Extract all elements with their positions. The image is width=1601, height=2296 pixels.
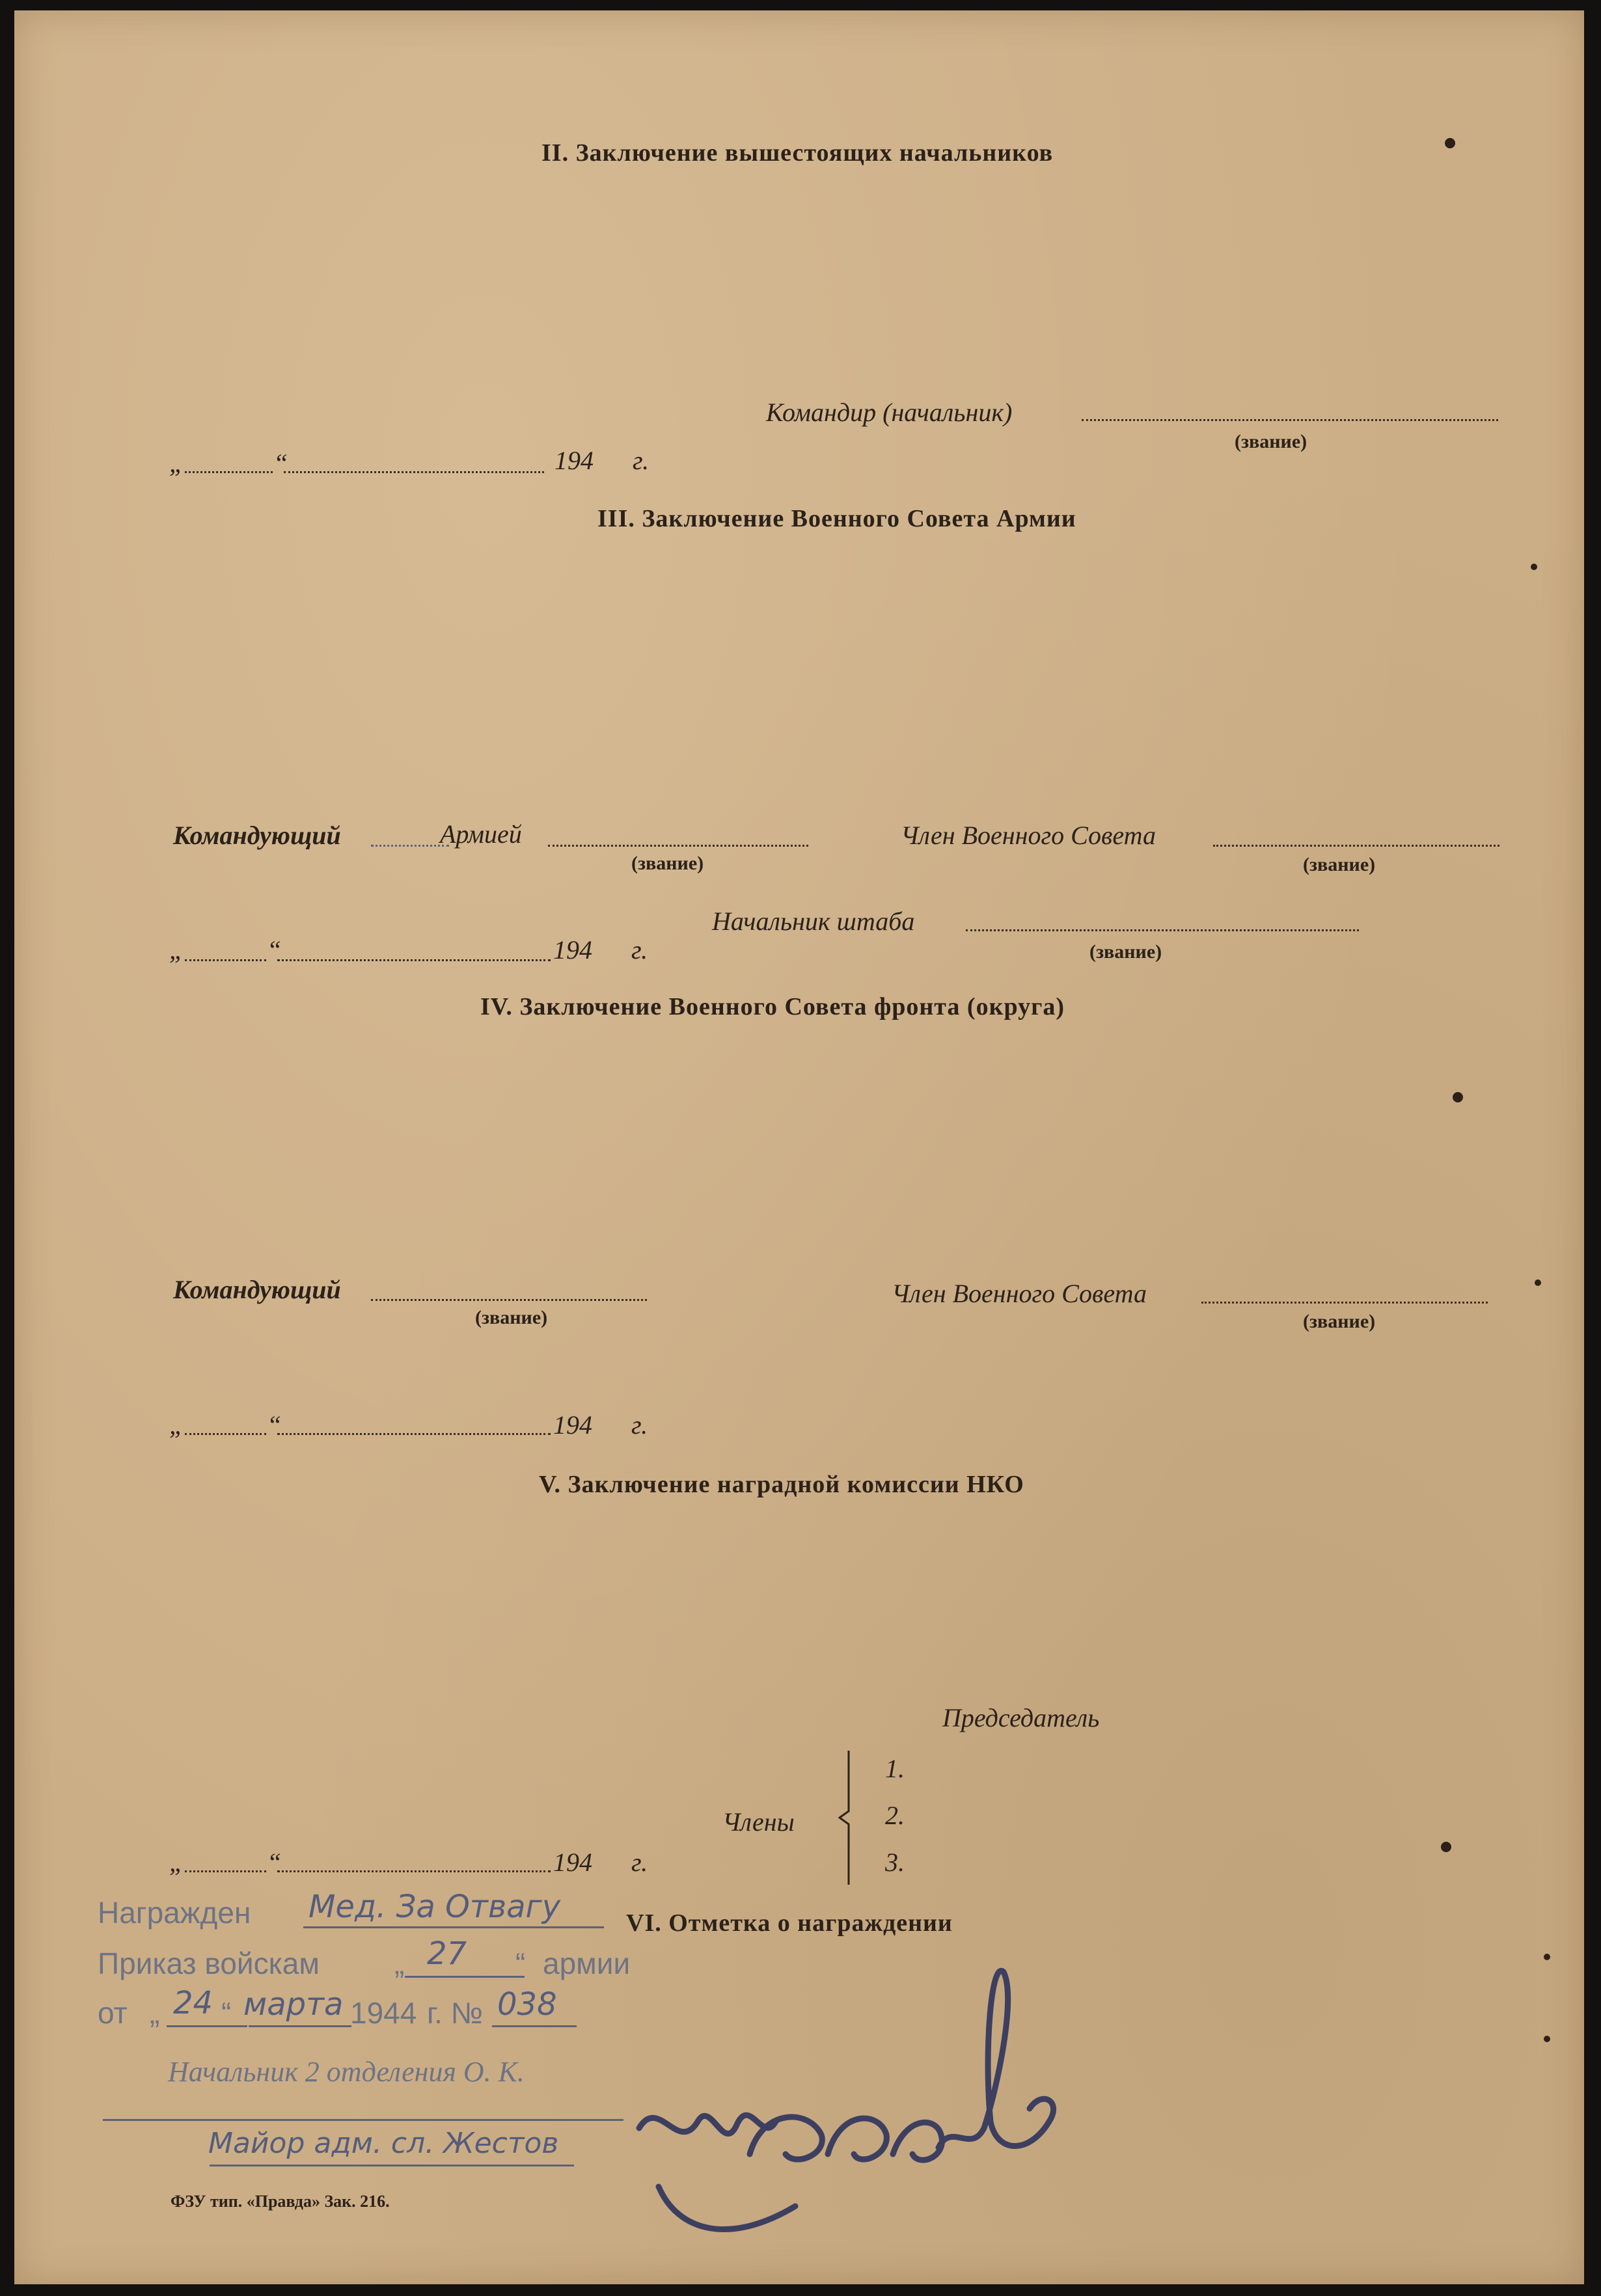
day-value: 24: [173, 1985, 213, 2021]
binding-hole: [1544, 2036, 1550, 2042]
printer-imprint: ФЗУ тип. «Правда» Зак. 216.: [171, 2192, 390, 2211]
date-open-quote: „: [169, 935, 184, 964]
date-year-suffix: г.: [631, 1848, 648, 1877]
section-4-heading: IV. Заключение Военного Совета фронта (округа): [480, 993, 1065, 1020]
binding-hole: [1453, 1092, 1463, 1102]
date-close-quote: “: [273, 448, 288, 478]
award-sheet-page: [14, 10, 1584, 2284]
date-year-suffix: г.: [631, 935, 648, 964]
awarded-label: Награжден: [98, 1896, 251, 1930]
rank-note-right: (звание): [1303, 1311, 1376, 1332]
section-5-heading: V. Заключение наградной комиссии НКО: [539, 1471, 1024, 1498]
rank-note-chief: (звание): [1089, 941, 1162, 963]
binding-hole: [1531, 564, 1537, 570]
date-month-field[interactable]: [284, 471, 544, 473]
awarded-underline: [303, 1926, 604, 1928]
member-number-2: 2.: [885, 1801, 905, 1830]
chairman-label: Председатель: [942, 1703, 1100, 1732]
section-6-heading: VI. Отметка о награждении: [626, 1909, 953, 1937]
date-month-field[interactable]: [277, 1433, 551, 1435]
date-open-quote: „: [169, 1410, 184, 1440]
rank-note-left: (звание): [475, 1307, 548, 1328]
section-2-heading: II. Заключение вышестоящих начальников: [541, 139, 1054, 167]
members-brace: [836, 1749, 853, 1886]
rank-note-right: (звание): [1303, 854, 1376, 875]
number-underline: [492, 2025, 577, 2027]
front-commander-label: Командующий: [173, 1275, 341, 1304]
date-open-quote: „: [169, 448, 184, 478]
month-underline: [249, 2025, 351, 2027]
awarded-value: Мед. За Отвагу: [308, 1889, 561, 1925]
date-year-suffix: г.: [631, 1410, 648, 1440]
signer-underline: [210, 2165, 574, 2166]
date-month-field[interactable]: [277, 1870, 551, 1872]
council-member-label: Член Военного Совета: [901, 821, 1156, 850]
date-day-field[interactable]: [185, 1433, 266, 1435]
date-close-quote: “: [267, 1410, 282, 1440]
number-value: 038: [497, 1986, 557, 2023]
front-commander-rank-field[interactable]: [371, 1299, 647, 1301]
commander-label: Командир (начальник): [766, 398, 1013, 427]
date-year: 194: [553, 935, 592, 964]
from-close-quote: “: [221, 1996, 232, 2030]
rank-note: (звание): [1235, 431, 1307, 452]
council-member-rank-field[interactable]: [1213, 845, 1499, 847]
order-label: Приказ войскам: [98, 1947, 320, 1980]
date-close-quote: “: [267, 1848, 282, 1877]
order-army-label: армии: [543, 1947, 631, 1980]
chief-of-staff-rank-field[interactable]: [966, 929, 1359, 931]
council-member-label: Член Военного Совета: [892, 1279, 1147, 1308]
binding-hole: [1441, 1842, 1451, 1852]
date-open-quote: „: [169, 1848, 184, 1877]
signer-top-rule: [103, 2119, 623, 2121]
day-underline: [167, 2025, 247, 2027]
commander-rank-field[interactable]: [1082, 419, 1498, 421]
council-member-rank-field[interactable]: [1201, 1302, 1488, 1304]
rank-note-left: (звание): [631, 853, 704, 874]
army-commander-label: Командующий: [173, 821, 341, 850]
section-3-heading: III. Заключение Военного Совета Армии: [597, 505, 1076, 532]
date-day-field[interactable]: [185, 1870, 266, 1872]
date-year: 194: [553, 1410, 592, 1440]
binding-hole: [1535, 1279, 1541, 1286]
order-close-quote: “: [515, 1947, 526, 1980]
signer-value: Майор адм. сл. Жестов: [208, 2127, 559, 2160]
month-value: марта: [243, 1986, 344, 2023]
army-commander-dots-left: [371, 845, 449, 847]
date-year-suffix: г.: [633, 446, 650, 475]
date-close-quote: “: [267, 935, 282, 964]
department-label: Начальник 2 отделения О. К.: [168, 2056, 525, 2088]
order-army-value: 27: [427, 1935, 467, 1972]
year-value: 1944: [350, 1996, 417, 2030]
chief-of-staff-label: Начальник штаба: [712, 907, 915, 936]
member-number-1: 1.: [885, 1754, 905, 1783]
date-day-field[interactable]: [185, 471, 273, 473]
date-day-field[interactable]: [185, 959, 266, 961]
members-label: Члены: [722, 1807, 795, 1837]
army-commander-rank-field[interactable]: [548, 845, 808, 847]
signature-mark: [600, 1959, 1082, 2265]
date-year: 194: [554, 446, 594, 475]
member-number-3: 3.: [885, 1848, 905, 1877]
number-label: г. №: [427, 1996, 484, 2030]
binding-hole: [1445, 138, 1455, 148]
date-year: 194: [553, 1848, 592, 1877]
date-month-field[interactable]: [277, 959, 551, 961]
from-open-quote: „: [150, 1996, 160, 2030]
binding-hole: [1544, 1954, 1550, 1960]
order-open-quote: „: [394, 1947, 405, 1980]
army-handwritten: Армией: [440, 819, 522, 849]
order-army-underline: [405, 1976, 525, 1978]
from-label: от: [98, 1996, 128, 2030]
